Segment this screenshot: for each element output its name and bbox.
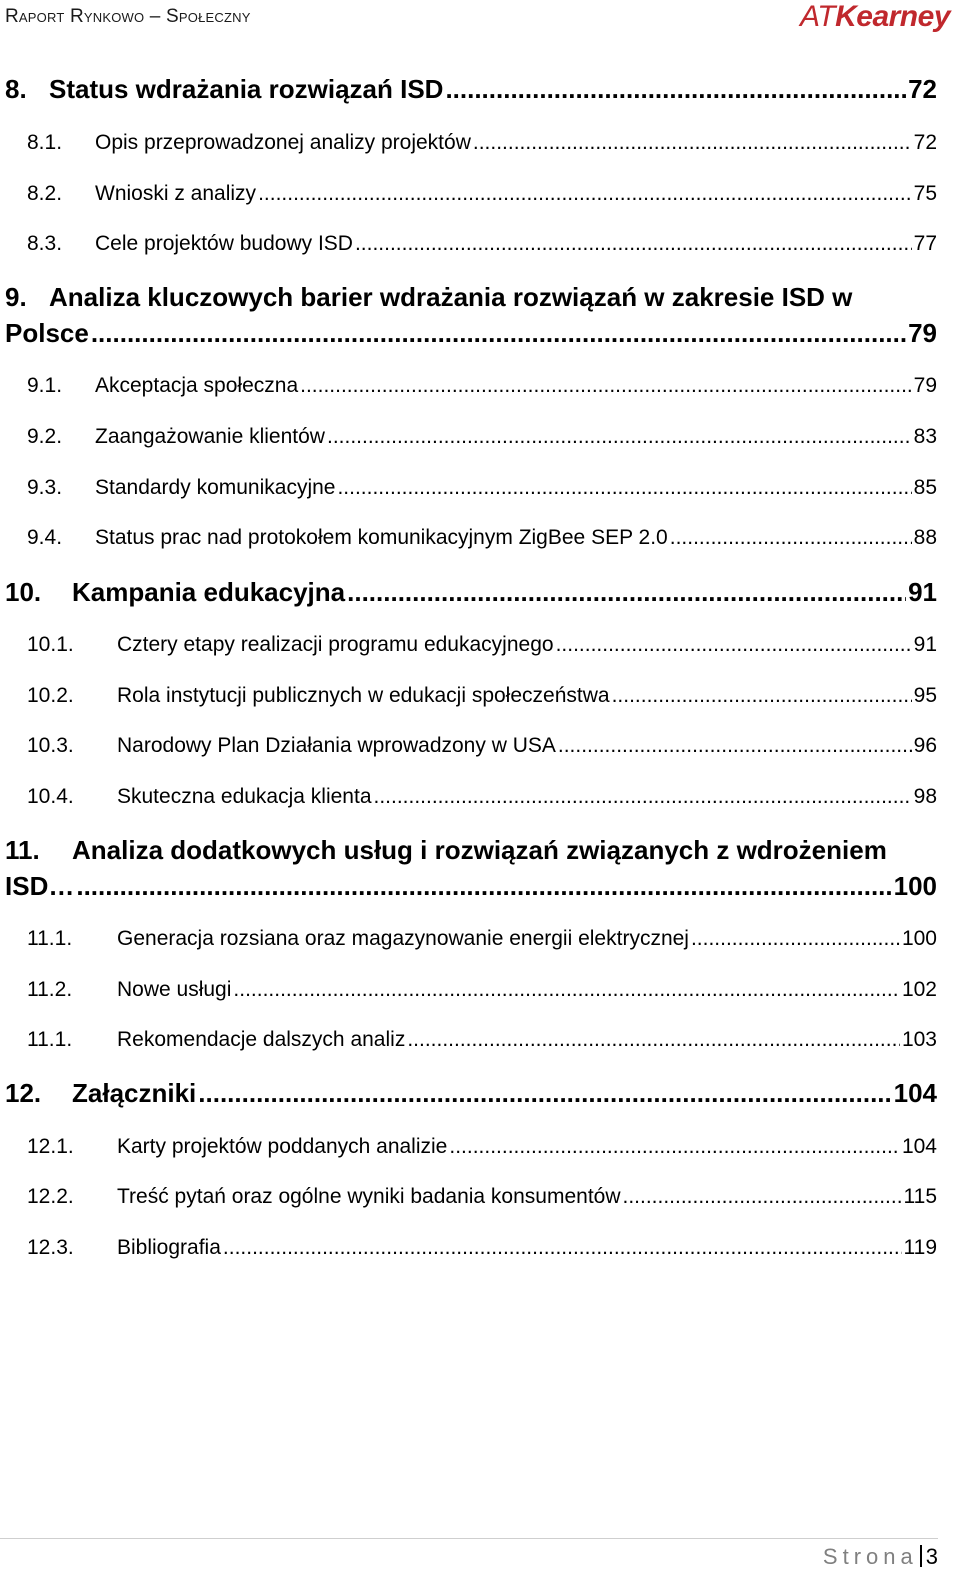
- toc-dot-leader: [670, 526, 912, 550]
- toc-entry-number: 9.3.: [27, 476, 63, 499]
- toc-entry-page: 72: [908, 74, 937, 104]
- toc-entry-number: 9.1.: [27, 374, 63, 397]
- toc-entry-title: Cele projektów budowy ISD: [95, 232, 353, 255]
- toc-entry-line2[interactable]: [0, 871, 960, 902]
- toc-dot-leader: [445, 74, 906, 105]
- toc-entry-title: Standardy komunikacyjne: [95, 476, 336, 499]
- toc-dot-leader: [556, 633, 912, 657]
- toc-entry-number: 9.: [5, 282, 27, 312]
- toc-entry-title: Zaangażowanie klientów: [95, 425, 325, 448]
- toc-entry-title: Wnioski z analizy: [95, 182, 257, 205]
- toc-entry-number: 11.: [5, 835, 40, 865]
- footer-divider: [0, 1538, 938, 1539]
- toc-entry-title: Narodowy Plan Działania wprowadzony w USA: [117, 734, 556, 757]
- toc-entry[interactable]: [0, 374, 960, 398]
- toc-entry-title-cont: Polsce: [5, 318, 89, 348]
- toc-dot-leader: [223, 1236, 902, 1260]
- toc-dot-leader: [327, 425, 912, 449]
- toc-entry-number: 12.3.: [27, 1236, 74, 1259]
- toc-entry-number: 8.2.: [27, 182, 63, 205]
- toc-entry-page: 91: [913, 633, 937, 656]
- toc-entry-number: 10.3.: [27, 734, 74, 757]
- toc-entry[interactable]: [0, 131, 960, 155]
- toc-entry-page: 96: [913, 734, 937, 757]
- toc-entry-line1[interactable]: [0, 282, 960, 313]
- toc-entry-page: 102: [901, 978, 937, 1001]
- toc-entry[interactable]: [0, 734, 960, 758]
- toc-entry-number: 9.2.: [27, 425, 63, 448]
- page-header: [0, 0, 960, 40]
- toc-dot-leader: [347, 577, 906, 608]
- toc-entry[interactable]: [0, 978, 960, 1002]
- toc-entry-number: 10.2.: [27, 684, 74, 707]
- page-footer: [0, 1536, 960, 1571]
- toc-entry[interactable]: [0, 633, 960, 657]
- toc-entry-page: 79: [908, 318, 937, 348]
- toc-entry-page: 103: [901, 1028, 937, 1051]
- toc-entry-page: 79: [913, 374, 937, 397]
- toc-entry-title: Status wdrażania rozwiązań ISD: [49, 74, 444, 104]
- toc-entry-page: 100: [893, 871, 937, 901]
- report-title: Raport Rynkowo – Społeczny: [5, 6, 251, 27]
- toc-entry-title: Nowe usługi: [117, 978, 232, 1001]
- toc-dot-leader: [473, 131, 912, 155]
- toc-entry[interactable]: [0, 1135, 960, 1159]
- toc-dot-leader: [91, 318, 906, 349]
- toc-entry[interactable]: [0, 577, 960, 608]
- toc-entry-title-cont: ISD…: [5, 871, 75, 901]
- toc-dot-leader: [407, 1028, 900, 1052]
- toc-dot-leader: [76, 871, 891, 902]
- toc-entry-title: Treść pytań oraz ogólne wyniki badania konsumentów: [117, 1185, 621, 1208]
- toc-dot-leader: [691, 927, 900, 951]
- toc-entry-number: 12.: [5, 1078, 42, 1108]
- toc-entry[interactable]: [0, 1028, 960, 1052]
- toc-entry-title: Kampania edukacyjna: [72, 577, 346, 607]
- toc-entry-page: 77: [913, 232, 937, 255]
- toc-entry-page: 83: [913, 425, 937, 448]
- toc-entry-number: 8.3.: [27, 232, 63, 255]
- toc-entry[interactable]: [0, 526, 960, 550]
- page-number: 3: [925, 1544, 938, 1569]
- toc-entry[interactable]: [0, 927, 960, 951]
- toc-entry-title: Generacja rozsiana oraz magazynowanie energii elektrycznej: [117, 927, 689, 950]
- toc-entry-title: Załączniki: [72, 1078, 197, 1108]
- footer-separator: [920, 1545, 922, 1567]
- toc-entry[interactable]: [0, 684, 960, 708]
- toc-entry-page: 115: [903, 1185, 937, 1208]
- toc-entry-page: 75: [913, 182, 937, 205]
- toc-entry-number: 10.1.: [27, 633, 74, 656]
- toc-entry-page: 91: [908, 577, 937, 607]
- toc-entry[interactable]: [0, 476, 960, 500]
- toc-entry-line1[interactable]: [0, 835, 960, 866]
- toc-entry-title: Analiza kluczowych barier wdrażania rozwiązań w zakresie ISD w: [49, 282, 853, 312]
- toc-entry-number: 10.4.: [27, 785, 74, 808]
- toc-entry[interactable]: [0, 182, 960, 206]
- toc-entry[interactable]: [0, 425, 960, 449]
- toc-dot-leader: [623, 1185, 902, 1209]
- toc-entry[interactable]: [0, 1078, 960, 1109]
- toc-entry[interactable]: [0, 1185, 960, 1209]
- toc-entry-number: 10.: [5, 577, 42, 607]
- toc-entry-line2[interactable]: [0, 318, 960, 349]
- toc-entry-number: 8.1.: [27, 131, 63, 154]
- toc-entry-title: Rekomendacje dalszych analiz: [117, 1028, 406, 1051]
- toc-entry[interactable]: [0, 1236, 960, 1260]
- toc-dot-leader: [449, 1135, 900, 1159]
- toc-dot-leader: [258, 182, 912, 206]
- toc-dot-leader: [198, 1078, 891, 1109]
- toc-entry-page: 119: [903, 1236, 937, 1259]
- toc-entry-page: 98: [913, 785, 937, 808]
- toc-entry-title: Skuteczna edukacja klienta: [117, 785, 372, 808]
- toc-entry-page: 72: [913, 131, 937, 154]
- toc-entry-title: Karty projektów poddanych analizie: [117, 1135, 448, 1158]
- toc-entry-page: 104: [893, 1078, 937, 1108]
- toc-entry-page: 100: [901, 927, 937, 950]
- toc-dot-leader: [300, 374, 912, 398]
- toc-dot-leader: [558, 734, 912, 758]
- toc-entry-title: Cztery etapy realizacji programu edukacyjnego: [117, 633, 554, 656]
- toc-dot-leader: [337, 476, 911, 500]
- toc-entry-number: 12.2.: [27, 1185, 74, 1208]
- toc-entry-page: 104: [901, 1135, 937, 1158]
- toc-dot-leader: [233, 978, 900, 1002]
- toc-entry-number: 11.1.: [27, 927, 73, 950]
- toc-entry-title: Akceptacja społeczna: [95, 374, 299, 397]
- toc-entry-number: 8.: [5, 74, 27, 104]
- toc-entry-number: 12.1.: [27, 1135, 74, 1158]
- toc-entry[interactable]: [0, 232, 960, 256]
- toc-entry[interactable]: [0, 74, 960, 105]
- toc-entry-page: 88: [913, 526, 937, 549]
- toc-entry-number: 9.4.: [27, 526, 63, 549]
- toc-entry-title: Rola instytucji publicznych w edukacji społeczeństwa: [117, 684, 610, 707]
- atkearney-logo: ATKearney: [799, 0, 950, 33]
- toc-entry-title: Bibliografia: [117, 1236, 221, 1259]
- toc-entry-title: Status prac nad protokołem komunikacyjnym ZigBee SEP 2.0: [95, 526, 668, 549]
- toc-dot-leader: [355, 232, 912, 256]
- toc-dot-leader: [374, 785, 912, 809]
- toc-entry-number: 11.1.: [27, 1028, 73, 1051]
- toc-entry-title: Analiza dodatkowych usług i rozwiązań związanych z wdrożeniem: [72, 835, 887, 865]
- toc-entry-number: 11.2.: [27, 978, 73, 1001]
- toc-entry-page: 95: [913, 684, 937, 707]
- toc-entry[interactable]: [0, 785, 960, 809]
- toc-entry-title: Opis przeprowadzonej analizy projektów: [95, 131, 471, 154]
- toc-entry-page: 85: [913, 476, 937, 499]
- page-number-label: Strona 3: [822, 1544, 938, 1569]
- toc-dot-leader: [612, 684, 912, 708]
